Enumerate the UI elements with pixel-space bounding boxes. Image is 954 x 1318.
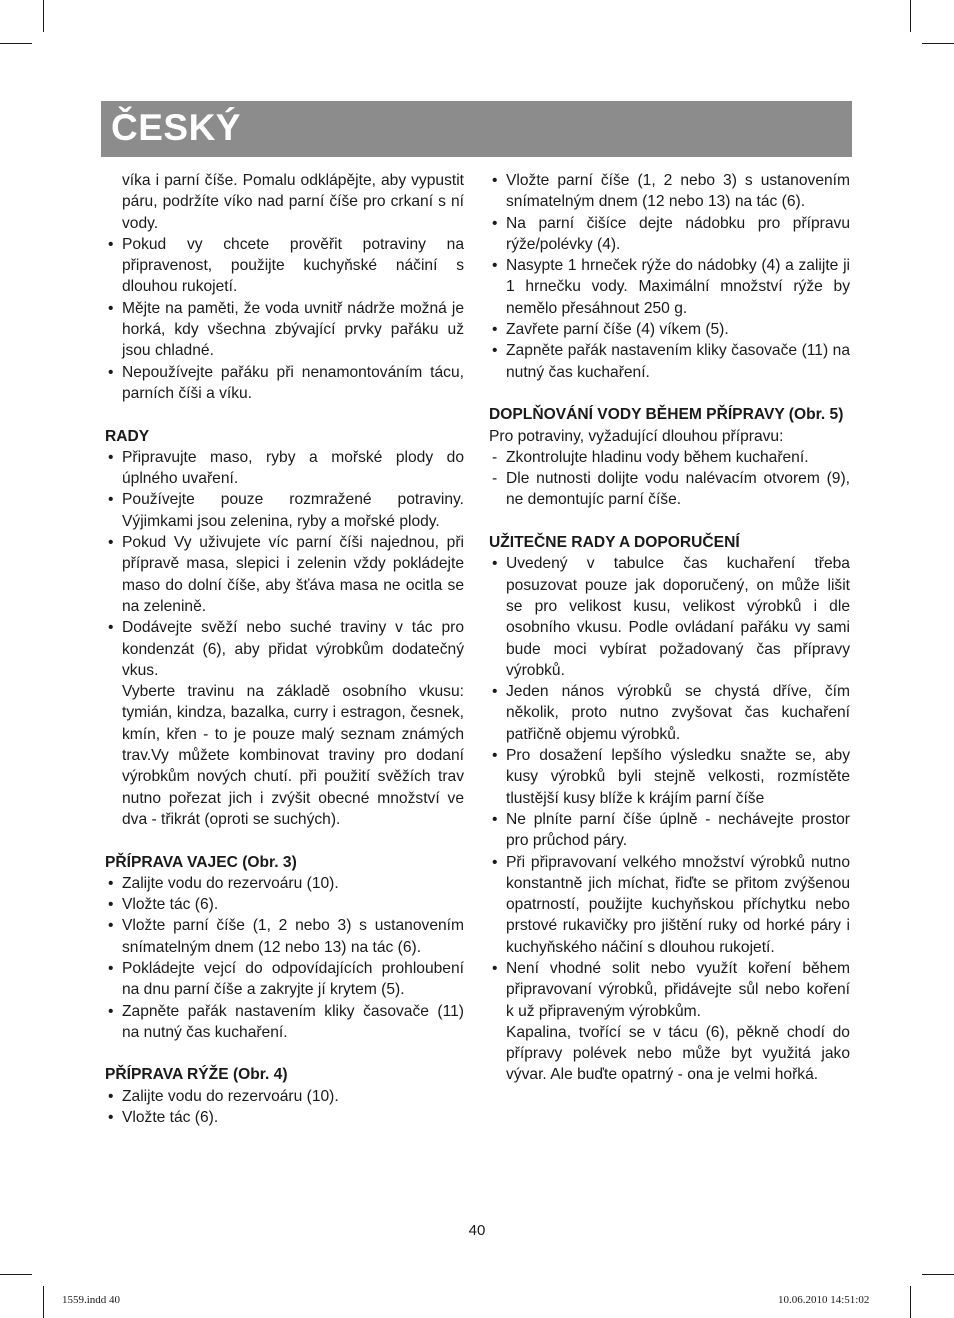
page-title: ČESKÝ bbox=[111, 107, 241, 148]
section-spacer bbox=[489, 383, 850, 404]
item-text: Pro dosažení lepšího výsledku snažte se, aby kusy výrobků byli stejně velkosti, rozmístěte tlustější kusy blíže k krájím parní číše bbox=[506, 747, 850, 807]
bullet-item bbox=[489, 170, 850, 213]
bullet-item bbox=[489, 852, 850, 958]
file-slug: 1559.indd 40 bbox=[62, 1294, 121, 1306]
bullet-item bbox=[105, 617, 464, 681]
dash-item bbox=[489, 447, 850, 468]
section-heading: PŘÍPRAVA VAJEC (Obr. 3) bbox=[105, 853, 297, 871]
bullet-item bbox=[105, 1001, 464, 1044]
bullet-item bbox=[489, 213, 850, 256]
item-text: Mějte na paměti, že voda uvnitř nádrže možná je horká, kdy všechna zbývající prvky pařáku už jsou chladné. bbox=[122, 299, 464, 360]
crop-mark bbox=[910, 1286, 911, 1318]
bullet-marker: • bbox=[492, 959, 498, 977]
section-spacer bbox=[105, 404, 464, 425]
bullet-marker: • bbox=[492, 853, 498, 871]
crop-mark bbox=[43, 0, 44, 32]
bullet-item bbox=[105, 298, 464, 362]
right-column bbox=[489, 170, 850, 1086]
section-heading: DOPLŇOVÁNÍ VODY BĚHEM PŘÍPRAVY (Obr. 5) bbox=[489, 406, 844, 424]
crop-mark bbox=[910, 0, 911, 32]
item-text: Pokud vy chcete prověřit potraviny na připravenost, použijte kuchyňské náčiní s dlouhou rukojetí. bbox=[122, 235, 464, 296]
bullet-marker: • bbox=[492, 683, 498, 701]
bullet-item bbox=[105, 1107, 464, 1128]
item-text: Zalijte vodu do rezervoáru (10). bbox=[122, 874, 339, 892]
section-heading: UŽITEČNE RADY A DOPORUČENÍ bbox=[489, 534, 740, 552]
item-text: Vložte parní číše (1, 2 nebo 3) s ustanovením snímatelným dnem (12 nebo 13) na tác (6). bbox=[122, 917, 464, 956]
bullet-marker: • bbox=[108, 896, 114, 914]
section-spacer bbox=[105, 830, 464, 851]
bullet-item bbox=[489, 681, 850, 745]
item-text: Při připravovaní velkého množství výrobků nutno konstantně jich míchat, řiďte se přitom zvýšenou opatrností, použijte kuchyňskou příchytku nebo prstové rukavičky pro jištění ruky od horké páry i kuchyňského náčiní s dlouhou rukojetí. bbox=[506, 853, 850, 956]
bullet-marker: • bbox=[492, 555, 498, 573]
item-text: Vložte parní číše (1, 2 nebo 3) s ustanovením snímatelným dnem (12 nebo 13) na tác (6). bbox=[506, 172, 850, 211]
item-text: Zapněte pařák nastavením kliky časovače (11) na nutný čas kuchaření. bbox=[122, 1002, 464, 1041]
item-text: Zavřete parní číše (4) víkem (5). bbox=[506, 321, 729, 339]
bullet-marker: • bbox=[108, 1002, 114, 1020]
item-text: Zapněte pařák nastavením kliky časovače (11) na nutný čas kuchaření. bbox=[506, 342, 850, 381]
paragraph: Vyberte travinu na základě osobního vkusu: tymián, kindza, bazalka, curry i estragon, česnek, kmín, křen - to je pouze malý seznam známých trav.Vy můžete kombinovat traviny pro dodaní výrobkům nových chutí. při použití svěžích trav nutno pořezat jich i zvýšit obecné množství ve dva - třikrát (oproti se suchých). bbox=[122, 683, 464, 828]
bullet-item bbox=[105, 873, 464, 894]
item-text: Pokládejte vejcí do odpovídajících prohloubení na dnu parní číše a zakryjte jí krytem (5). bbox=[122, 959, 464, 999]
bullet-item bbox=[489, 255, 850, 319]
item-text: Ne plníte parní číše úplně - nechávejte prostor pro průchod páry. bbox=[506, 810, 850, 850]
bullet-marker: • bbox=[492, 810, 498, 828]
bullet-marker: • bbox=[108, 874, 114, 892]
bullet-marker: • bbox=[108, 363, 114, 381]
bullet-item bbox=[105, 915, 464, 958]
section-spacer bbox=[489, 511, 850, 532]
date-slug: 10.06.2010 14:51:02 bbox=[778, 1294, 870, 1306]
bullet-marker: • bbox=[108, 448, 114, 466]
bullet-marker: • bbox=[492, 342, 498, 360]
bullet-item bbox=[105, 447, 464, 490]
crop-mark bbox=[922, 43, 954, 44]
item-text: Pokud Vy uživujete víc parní číši najednou, při přípravě masa, slepici i zelenin vždy pokládejte maso do dolní číše, aby šťáva masa ne ocitla se na zelenině. bbox=[122, 534, 464, 615]
item-text: Na parní čišíce dejte nádobku pro přípravu rýže/polévky (4). bbox=[506, 214, 850, 253]
bullet-marker: • bbox=[108, 299, 114, 317]
bullet-marker: • bbox=[492, 321, 498, 339]
bullet-item bbox=[105, 532, 464, 617]
item-text: Vložte tác (6). bbox=[122, 896, 219, 914]
item-text: Uvedený v tabulce čas kuchaření třeba posuzovat pouze jak doporučený, on může lišit se pro velikost kusu, velikost výrobků i dle osobního vkusu. Podle ovládaní pařáku vy sami bude moci vybírat požadovaný čas přípravy výrobků. bbox=[506, 555, 850, 679]
bullet-marker: • bbox=[492, 214, 498, 232]
bullet-item bbox=[489, 745, 850, 809]
item-text: Není vhodné solit nebo využít koření během připravovaní výrobků, přidávejte sůl nebo koření k už připraveným výrobkům. bbox=[506, 959, 850, 1020]
bullet-marker: • bbox=[108, 959, 114, 977]
bullet-marker: • bbox=[108, 917, 114, 935]
section-heading: PŘÍPRAVA RÝŽE (Obr. 4) bbox=[105, 1066, 288, 1084]
bullet-marker: • bbox=[108, 235, 114, 253]
bullet-item bbox=[489, 958, 850, 1022]
bullet-marker: • bbox=[492, 257, 498, 275]
item-text: Nasypte 1 hrneček rýže do nádobky (4) a zalijte ji 1 hrnečku vody. Maximální množství rýže by nemělo přesáhnout 250 g. bbox=[506, 257, 850, 317]
item-text: Jeden nános výrobků se chystá dříve, čím několik, proto nutno zvyšovat čas kuchaření patřičně objemu výrobků. bbox=[506, 683, 850, 743]
crop-mark bbox=[43, 1286, 44, 1318]
paragraph: Pro potraviny, vyžadující dlouhou přípravu: bbox=[489, 427, 784, 445]
bullet-marker: • bbox=[492, 172, 498, 189]
page-number: 40 bbox=[468, 1222, 486, 1239]
bullet-marker: • bbox=[108, 1109, 114, 1127]
paragraph: víka i parní číše. Pomalu odklápějte, aby vypustit páru, podržíte víko nad parní číše pro crkaní s ní vody. bbox=[122, 172, 464, 232]
bullet-item bbox=[105, 958, 464, 1001]
dash-marker: - bbox=[492, 448, 498, 466]
bullet-marker: • bbox=[108, 534, 114, 552]
bullet-item bbox=[105, 362, 464, 405]
bullet-marker: • bbox=[492, 747, 498, 765]
dash-item bbox=[489, 468, 850, 511]
bullet-item bbox=[105, 1086, 464, 1107]
item-text: Připravujte maso, ryby a mořské plody do úplného uvaření. bbox=[122, 448, 464, 488]
bullet-item bbox=[105, 234, 464, 298]
item-text: Zalijte vodu do rezervoáru (10). bbox=[122, 1087, 339, 1105]
section-spacer bbox=[105, 1043, 464, 1064]
dash-marker: - bbox=[492, 470, 498, 488]
crop-mark bbox=[0, 1274, 32, 1275]
left-column bbox=[105, 170, 464, 1128]
item-text: Dle nutnosti dolijte vodu nalévacím otvorem (9), ne demontujíc parní číše. bbox=[506, 470, 850, 509]
item-text: Dodávejte svěží nebo suché traviny v tác pro kondenzát (6), aby přidat výrobkům dodatečný vkus. bbox=[122, 619, 464, 679]
paragraph: Kapalina, tvořící se v tácu (6), pěkně chodí do přípravy polévek nebo může byt využitá jako vývar. Ale buďte opatrný - ona je velmi hořká. bbox=[506, 1023, 850, 1084]
bullet-item bbox=[105, 894, 464, 915]
bullet-item bbox=[489, 553, 850, 681]
bullet-item bbox=[489, 340, 850, 383]
bullet-marker: • bbox=[108, 1087, 114, 1105]
item-text: Zkontrolujte hladinu vody během kuchaření. bbox=[506, 448, 809, 466]
bullet-item bbox=[489, 809, 850, 852]
bullet-item bbox=[105, 489, 464, 532]
bullet-marker: • bbox=[108, 491, 114, 509]
item-text: Používejte pouze rozmražené potraviny. Výjimkami jsou zelenina, ryby a mořské plody. bbox=[122, 491, 464, 530]
section-heading: RADY bbox=[105, 427, 150, 445]
item-text: Vložte tác (6). bbox=[122, 1109, 219, 1127]
crop-mark bbox=[0, 43, 32, 44]
bullet-item bbox=[489, 319, 850, 340]
crop-mark bbox=[922, 1274, 954, 1275]
bullet-marker: • bbox=[108, 619, 114, 637]
language-banner bbox=[101, 101, 852, 157]
item-text: Nepoužívejte pařáku při nenamontováním tácu, parních číši a víku. bbox=[122, 363, 464, 402]
